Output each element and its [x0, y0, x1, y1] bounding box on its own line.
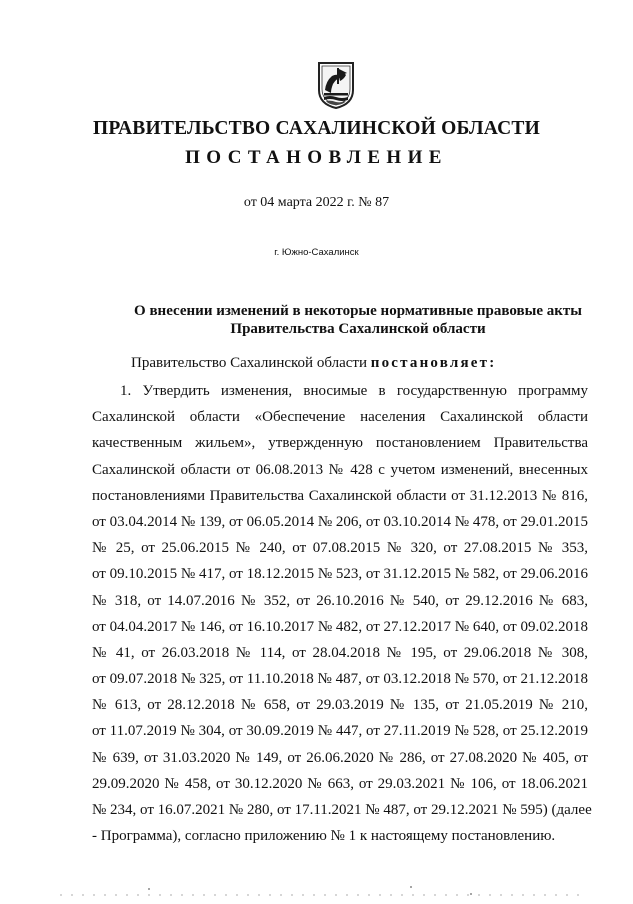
text-line: от 04.04.2017 № 146, от 16.10.2017 № 482, от 27.12.2017 № 640, от 09.02.2018 — [92, 618, 588, 635]
text-line: № 639, от 31.03.2020 № 149, от 26.06.2020 № 286, от 27.08.2020 № 405, от — [92, 749, 588, 766]
preamble-verb: постановляет: — [370, 355, 497, 371]
coat-of-arms-icon — [316, 60, 356, 110]
document-type: ПОСТАНОВЛЕНИЕ — [185, 147, 448, 168]
text-line: № 613, от 28.12.2018 № 658, от 29.03.2019 № 135, от 21.05.2019 № 210, — [92, 697, 588, 714]
scan-edge-noise — [60, 894, 580, 896]
document-subject — [120, 302, 596, 338]
document-date-number: от 04 марта 2022 г. № 87 — [243, 195, 390, 210]
text-line: Сахалинской области «Обеспечение населения Сахалинской области — [92, 409, 588, 426]
text-line: от 03.04.2014 № 139, от 06.05.2014 № 206, от 03.10.2014 № 478, от 29.01.2015 — [92, 513, 588, 530]
text-line: № 234, от 16.07.2021 № 280, от 17.11.2021 № 487, от 29.12.2021 № 595) (далее — [92, 802, 592, 818]
text-line: от 11.07.2019 № 304, от 30.09.2019 № 447, от 27.11.2019 № 528, от 25.12.2019 — [92, 723, 588, 740]
text-line: 1. Утвердить изменения, вносимые в государственную программу — [120, 383, 588, 399]
scan-speck — [410, 886, 412, 888]
text-line: № 318, от 14.07.2016 № 352, от 26.10.2016 № 540, от 29.12.2016 № 683, — [92, 592, 588, 609]
text-line: постановлениями Правительства Сахалинской области от 31.12.2013 № 816, — [92, 487, 588, 504]
preamble-lead: Правительство Сахалинской области — [131, 355, 371, 371]
text-line: № 41, от 26.03.2018 № 114, от 28.04.2018 № 195, от 29.06.2018 № 308, — [92, 644, 588, 661]
clause-1-text — [92, 378, 592, 849]
text-line: - Программа), согласно приложению № 1 к настоящему постановлению. — [92, 828, 556, 845]
text-line: от 09.07.2018 № 325, от 11.10.2018 № 487, от 03.12.2018 № 570, от 21.12.2018 — [92, 671, 588, 688]
text-line: № 25, от 25.06.2015 № 240, от 07.08.2015 № 320, от 27.08.2015 № 353, — [92, 540, 588, 557]
text-line: от 09.10.2015 № 417, от 18.12.2015 № 523, от 31.12.2015 № 582, от 29.06.2016 — [92, 566, 588, 583]
preamble — [131, 355, 496, 372]
subject-line: О внесении изменений в некоторые нормативные правовые акты — [134, 303, 582, 319]
subject-line: Правительства Сахалинской области — [230, 321, 486, 337]
text-line: Сахалинской области от 06.08.2013 № 428 с учетом изменений, внесенных — [92, 461, 588, 478]
document-city: г. Южно-Сахалинск — [274, 247, 359, 258]
text-line: 29.09.2020 № 458, от 30.12.2020 № 663, от 29.03.2021 № 106, от 18.06.2021 — [92, 775, 588, 792]
text-line: качественным жильем», утвержденную постановлением Правительства — [92, 435, 588, 452]
government-title: ПРАВИТЕЛЬСТВО САХАЛИНСКОЙ ОБЛАСТИ — [93, 118, 540, 139]
scan-speck — [148, 888, 150, 890]
